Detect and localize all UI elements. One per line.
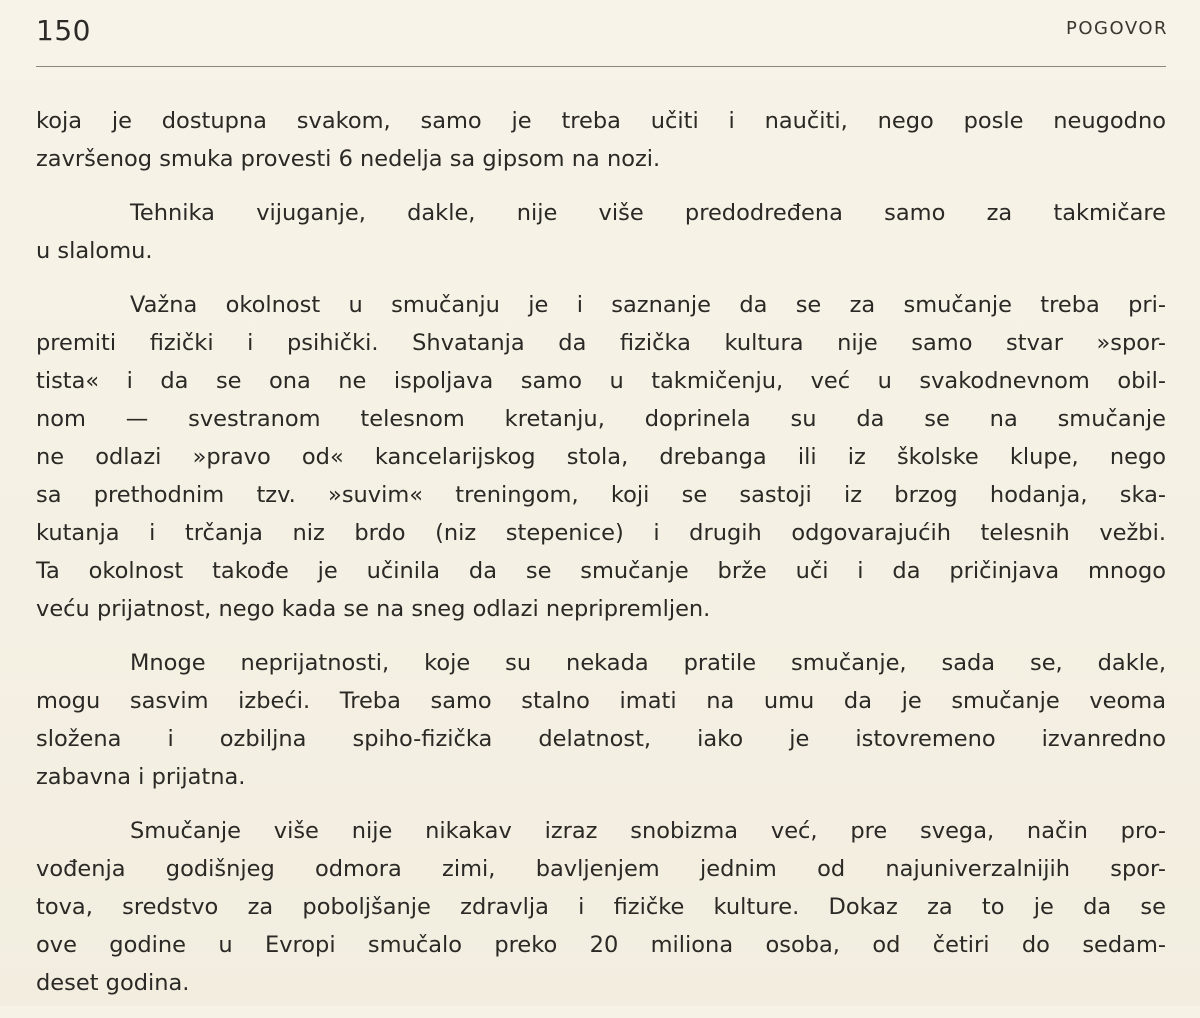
text-line: tova, sredstvo za poboljšanje zdravlja i fizičke kulture. Dokaz za to je da se bbox=[36, 894, 1166, 920]
text-line: kutanja i trčanja niz brdo (niz stepenice) i drugih odgovarajućih telesnih vežbi. bbox=[36, 520, 1166, 546]
text-line: završenog smuka provesti 6 nedelja sa gipsom na nozi. bbox=[36, 146, 661, 172]
running-head: POGOVOR bbox=[1066, 18, 1168, 39]
paragraph bbox=[36, 812, 1166, 1002]
text-line: Tehnika vijuganje, dakle, nije više predodređena samo za takmičare bbox=[130, 200, 1166, 226]
paragraph bbox=[36, 286, 1166, 628]
text-line: deset godina. bbox=[36, 970, 190, 996]
text-line: vođenja godišnjeg odmora zimi, bavljenjem jednim od najuniverzalnijih spor- bbox=[36, 856, 1166, 882]
text-line: tista« i da se ona ne ispoljava samo u takmičenju, već u svakodnevnom obil- bbox=[36, 368, 1166, 394]
text-line: koja je dostupna svakom, samo je treba učiti i naučiti, nego posle neugodno bbox=[36, 108, 1166, 134]
text-line: ove godine u Evropi smučalo preko 20 miliona osoba, od četiri do sedam- bbox=[36, 932, 1166, 958]
paragraph bbox=[36, 102, 1166, 178]
page-header bbox=[36, 12, 1170, 52]
header-rule bbox=[36, 66, 1166, 67]
body-text bbox=[36, 102, 1166, 1018]
paragraph bbox=[36, 194, 1166, 270]
text-line: Smučanje više nije nikakav izraz snobizma već, pre svega, način pro- bbox=[130, 818, 1166, 844]
text-line: mogu sasvim izbeći. Treba samo stalno imati na umu da je smučanje veoma bbox=[36, 688, 1166, 714]
page-number: 150 bbox=[36, 14, 91, 47]
text-line: premiti fizički i psihički. Shvatanja da fizička kultura nije samo stvar »spor- bbox=[36, 330, 1166, 356]
paragraph bbox=[36, 644, 1166, 796]
text-line: složena i ozbiljna spiho-fizička delatnost, iako je istovremeno izvanredno bbox=[36, 726, 1166, 752]
text-line: sa prethodnim tzv. »suvim« treningom, koji se sastoji iz brzog hodanja, ska- bbox=[36, 482, 1166, 508]
text-line: u slalomu. bbox=[36, 238, 153, 264]
text-line: Važna okolnost u smučanju je i saznanje da se za smučanje treba pri- bbox=[130, 292, 1166, 318]
text-line: veću prijatnost, nego kada se na sneg odlazi nepripremljen. bbox=[36, 596, 711, 622]
text-line: Mnoge neprijatnosti, koje su nekada pratile smučanje, sada se, dakle, bbox=[130, 650, 1166, 676]
text-line: zabavna i prijatna. bbox=[36, 764, 246, 790]
text-line: nom — svestranom telesnom kretanju, doprinela su da se na smučanje bbox=[36, 406, 1166, 432]
text-line: Ta okolnost takođe je učinila da se smučanje brže uči i da pričinjava mnogo bbox=[36, 558, 1166, 584]
text-line: ne odlazi »pravo od« kancelarijskog stola, drebanga ili iz školske klupe, nego bbox=[36, 444, 1166, 470]
